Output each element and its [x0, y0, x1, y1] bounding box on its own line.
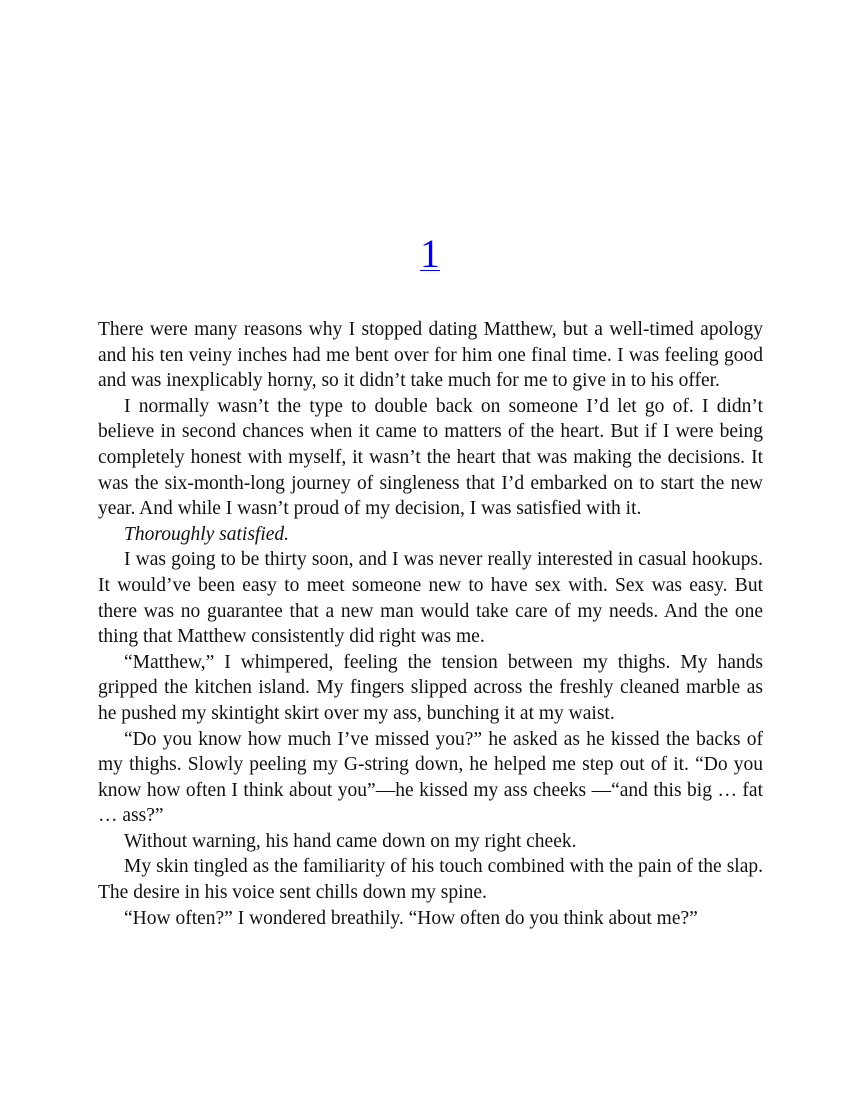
- paragraph: There were many reasons why I stopped dating Matthew, but a well-timed apology and his ten veiny inches had me bent over for him one final time. I was feeling good and was inexplicably horny, so it didn’t take much for me to give in to his offer.: [98, 319, 763, 392]
- paragraph: Without warning, his hand came down on my right cheek.: [124, 830, 577, 852]
- paragraph: My skin tingled as the familiarity of his touch combined with the pain of the slap. The desire in his voice sent chills down my spine.: [98, 856, 763, 904]
- paragraph: “Do you know how much I’ve missed you?” he asked as he kissed the backs of my thighs. Slowly peeling my G-string down, he helped me step out of it. “Do you know how often I think about you”—he kissed my ass cheeks —“and this big … fat … ass?”: [98, 728, 763, 827]
- paragraph: “How often?” I wondered breathily. “How often do you think about me?”: [124, 907, 698, 929]
- paragraph-emphasis: Thoroughly satisfied.: [124, 523, 290, 545]
- chapter-number-link[interactable]: 1: [420, 231, 440, 276]
- paragraph: “Matthew,” I whimpered, feeling the tension between my thighs. My hands gripped the kitchen island. My fingers slipped across the freshly cleaned marble as he pushed my skintight skirt over my ass, bunching it at my waist.: [98, 651, 763, 724]
- chapter-body: [98, 317, 763, 931]
- paragraph: I was going to be thirty soon, and I was never really interested in casual hookups. It would’ve been easy to meet someone new to have sex with. Sex was easy. But there was no guarantee that a new man would take care of my needs. And the one thing that Matthew consistently did right was me.: [98, 549, 763, 648]
- paragraph: I normally wasn’t the type to double back on someone I’d let go of. I didn’t believe in second chances when it came to matters of the heart. But if I were being completely honest with myself, it wasn’t the heart that was making the decisions. It was the six-month-long journey of singleness that I’d embarked on to start the new year. And while I wasn’t proud of my decision, I was satisfied with it.: [98, 395, 763, 520]
